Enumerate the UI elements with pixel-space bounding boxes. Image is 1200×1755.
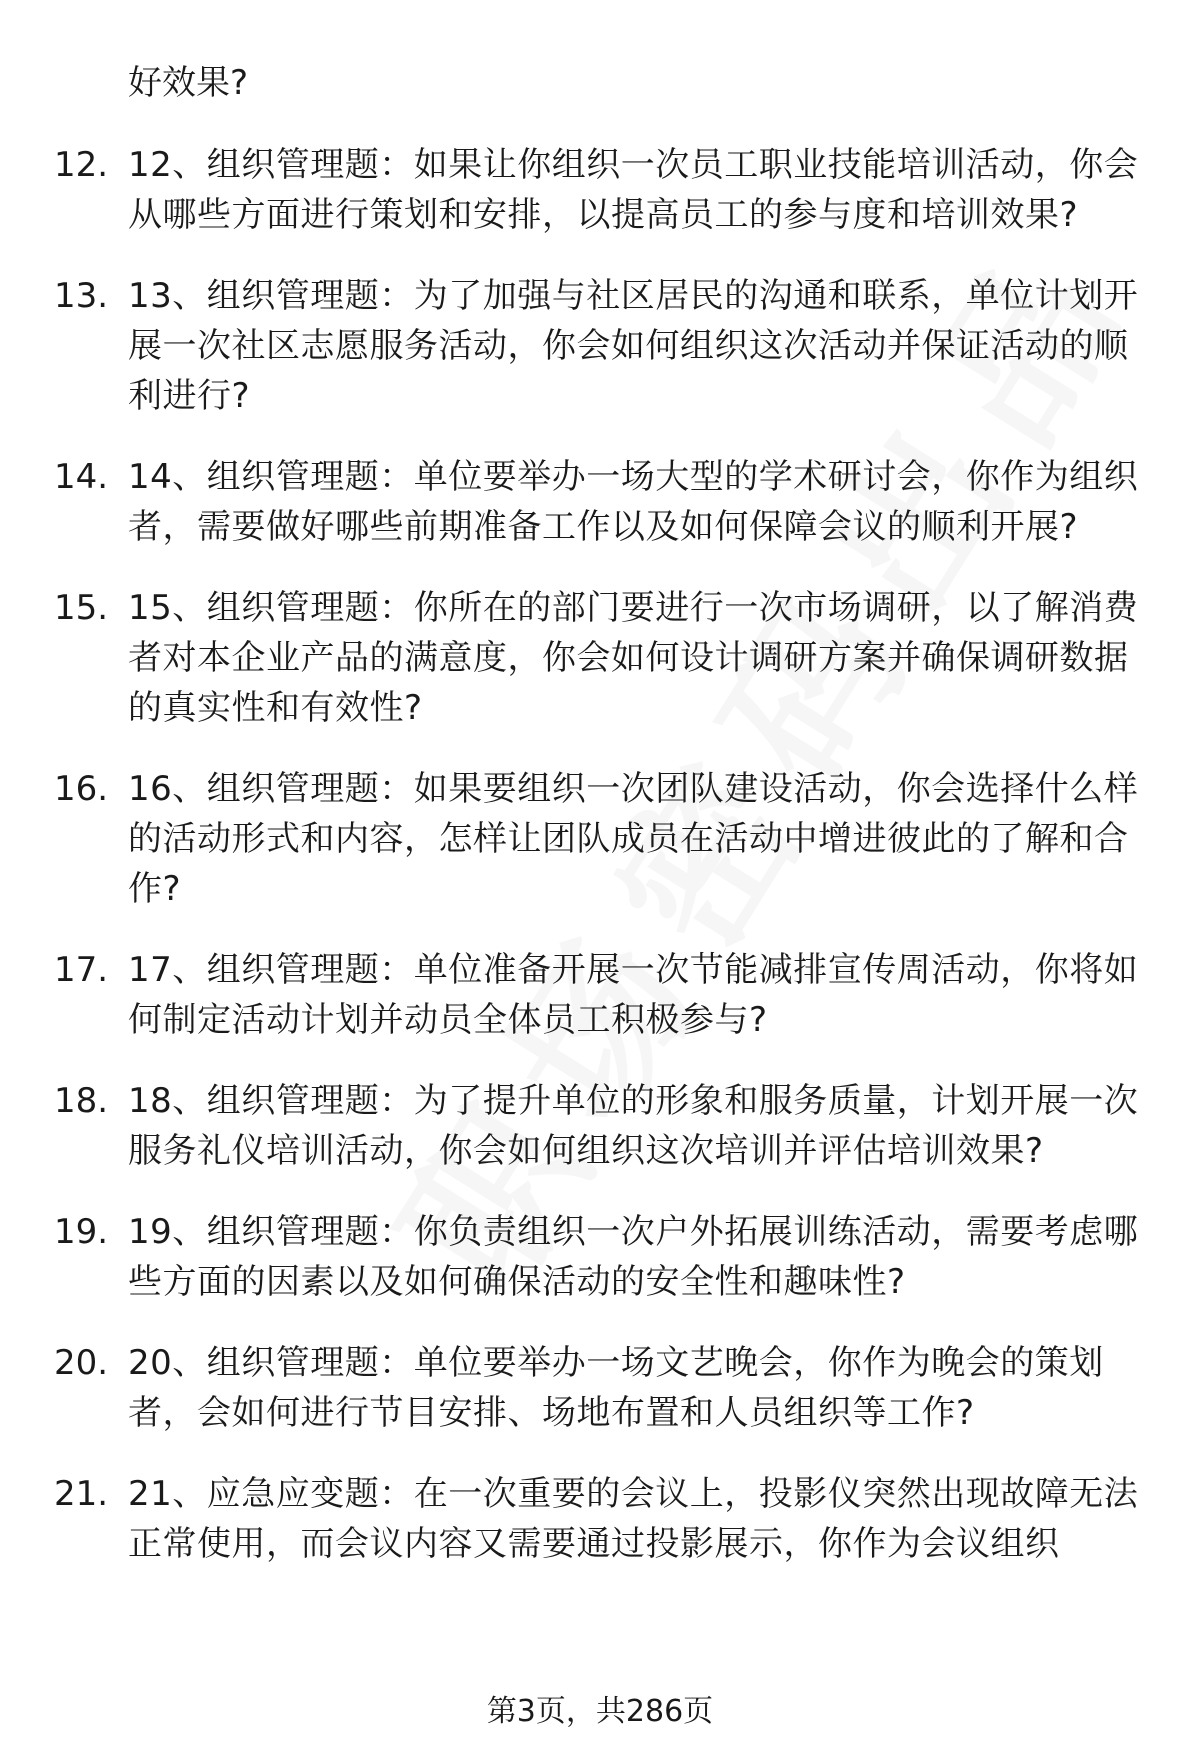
question-number: 21. [54, 1474, 109, 1514]
question-text: 18、组织管理题：为了提升单位的形象和服务质量，计划开展一次服务礼仪培训活动，你会如何组织这次培训并评估培训效果? [128, 1081, 1139, 1171]
question-text: 14、组织管理题：单位要举办一场大型的学术研讨会，你作为组织者，需要做好哪些前期准备工作以及如何保障会议的顺利开展? [128, 457, 1139, 547]
question-item [0, 583, 1200, 733]
question-item [0, 1338, 1200, 1438]
question-item [0, 945, 1200, 1045]
question-number: 15. [54, 588, 109, 628]
question-item [0, 140, 1200, 240]
question-number: 19. [54, 1212, 109, 1252]
question-text: 19、组织管理题：你负责组织一次户外拓展训练活动，需要考虑哪些方面的因素以及如何确保活动的安全性和趣味性? [128, 1212, 1139, 1302]
question-number: 16. [54, 769, 109, 809]
question-text: 13、组织管理题：为了加强与社区居民的沟通和联系，单位计划开展一次社区志愿服务活动，你会如何组织这次活动并保证活动的顺利进行? [128, 276, 1139, 416]
question-number: 12. [54, 145, 109, 185]
question-number: 20. [54, 1343, 109, 1383]
question-text: 17、组织管理题：单位准备开展一次节能减排宣传周活动，你将如何制定活动计划并动员全体员工积极参与? [128, 950, 1139, 1040]
continuation-text: 好效果? [128, 63, 249, 103]
question-number: 14. [54, 457, 109, 497]
question-number: 13. [54, 276, 109, 316]
question-item [0, 1207, 1200, 1307]
question-item [0, 1469, 1200, 1569]
question-item [0, 271, 1200, 421]
page-footer: 第3页，共286页 [486, 1694, 714, 1729]
question-text: 20、组织管理题：单位要举办一场文艺晚会，你作为晚会的策划者，会如何进行节目安排、场地布置和人员组织等工作? [128, 1343, 1104, 1433]
question-number: 18. [54, 1081, 109, 1121]
question-item [0, 452, 1200, 552]
question-text: 21、应急应变题：在一次重要的会议上，投影仪突然出现故障无法正常使用，而会议内容又需要通过投影展示，你作为会议组织 [128, 1474, 1139, 1564]
question-number: 17. [54, 950, 109, 990]
question-item [0, 764, 1200, 914]
question-item [0, 1076, 1200, 1176]
question-list [0, 140, 1200, 1600]
question-text: 12、组织管理题：如果让你组织一次员工职业技能培训活动，你会从哪些方面进行策划和安排，以提高员工的参与度和培训效果? [128, 145, 1139, 235]
question-text: 15、组织管理题：你所在的部门要进行一次市场调研，以了解消费者对本企业产品的满意度，你会如何设计调研方案并确保调研数据的真实性和有效性? [128, 588, 1139, 728]
question-text: 16、组织管理题：如果要组织一次团队建设活动，你会选择什么样的活动形式和内容，怎样让团队成员在活动中增进彼此的了解和合作? [128, 769, 1139, 909]
